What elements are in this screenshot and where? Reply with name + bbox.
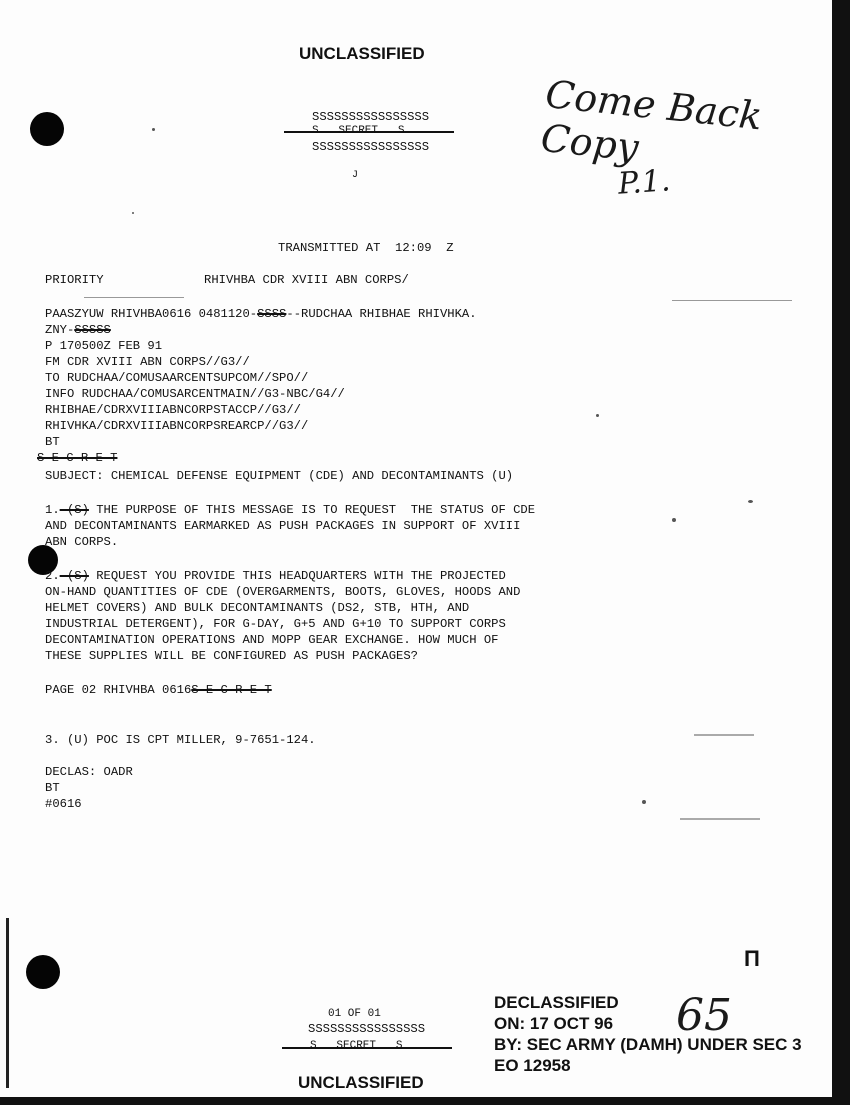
dtg-line: P 170500Z FEB 91 xyxy=(45,339,163,353)
scan-speck xyxy=(596,414,599,417)
footer-line2: S SECRET S xyxy=(310,1040,403,1052)
handwritten-number: 65 xyxy=(676,990,732,1041)
para2-number: 2. xyxy=(45,569,60,583)
scan-edge-left xyxy=(6,918,9,1088)
para3-line: 3. (U) POC IS CPT MILLER, 9-7651-124. xyxy=(45,733,316,747)
declassified-date: ON: 17 OCT 96 xyxy=(494,1014,614,1033)
para2-line1 xyxy=(45,568,506,584)
bt-line-2: BT xyxy=(45,781,60,795)
para2-line4: INDUSTRIAL DETERGENT), FOR G-DAY, G+5 AND G+10 TO SUPPORT CORPS xyxy=(45,617,506,631)
para1-line2: AND DECONTAMINANTS EARMARKED AS PUSH PACKAGES IN SUPPORT OF XVIII xyxy=(45,519,521,533)
transmitted-time: 12:09 Z xyxy=(395,241,454,255)
bt-line-1: BT xyxy=(45,435,60,449)
declassified-eo: EO 12958 xyxy=(494,1056,571,1075)
para1-line3: ABN CORPS. xyxy=(45,535,119,549)
scan-noise-band xyxy=(694,734,754,736)
punch-hole-top xyxy=(30,112,64,146)
priority-label: PRIORITY xyxy=(45,273,104,287)
scan-speck xyxy=(152,128,155,131)
para2-line6: THESE SUPPLIES WILL BE CONFIGURED AS PUSH PACKAGES? xyxy=(45,649,418,663)
banner-top-line2: S SECRET S xyxy=(312,125,405,137)
handwritten-page-mark: P.1. xyxy=(616,163,672,202)
routing-prefix: PAASZYUW RHIVHBA0616 0481120- xyxy=(45,307,258,321)
page-line-prefix: PAGE 02 RHIVHBA 0616 xyxy=(45,683,192,697)
transmitted-label: TRANSMITTED AT xyxy=(278,241,381,255)
footer-pages: 01 OF 01 xyxy=(328,1008,381,1020)
address-line-1: RHIBHAE/CDRXVIIIABNCORPSTACCP//G3// xyxy=(45,403,301,417)
footer-classification: UNCLASSIFIED xyxy=(298,1073,424,1092)
handwritten-note: Come Back Copy xyxy=(538,72,765,170)
para1-number: 1. xyxy=(45,503,60,517)
page-line xyxy=(45,682,272,698)
zny-line xyxy=(45,322,111,338)
footer-line1: SSSSSSSSSSSSSSSS xyxy=(308,1022,426,1036)
para2-marking-struck: -(S) xyxy=(59,569,89,583)
serial-line: #0616 xyxy=(45,797,82,811)
message-routing-line xyxy=(45,306,477,322)
para2-line2: ON-HAND QUANTITIES OF CDE (OVERGARMENTS, BOOTS, GLOVES, HOODS AND xyxy=(45,585,521,599)
declas-line: DECLAS: OADR xyxy=(45,765,133,779)
subject-line: SUBJECT: CHEMICAL DEFENSE EQUIPMENT (CDE) AND DECONTAMINANTS (U) xyxy=(45,469,514,483)
scan-noise-band xyxy=(84,297,184,298)
priority-routing: RHIVHBA CDR XVIII ABN CORPS/ xyxy=(204,273,409,287)
transmitted-line xyxy=(278,240,454,256)
para1-text-1: THE PURPOSE OF THIS MESSAGE IS TO REQUEST THE STATUS OF CDE xyxy=(88,503,536,517)
address-line-2: RHIVHKA/CDRXVIIIABNCORPSREARCP//G3// xyxy=(45,419,309,433)
para2-text-1: REQUEST YOU PROVIDE THIS HEADQUARTERS WITH THE PROJECTED xyxy=(88,569,506,583)
para2-line3: HELMET COVERS) AND BULK DECONTAMINANTS (DS2, STB, HTH, AND xyxy=(45,601,470,615)
declassified-authority: BY: SEC ARMY (DAMH) UNDER SEC 3 xyxy=(494,1035,802,1054)
header-classification: UNCLASSIFIED xyxy=(299,44,425,63)
page-line-struck: S E C R E T xyxy=(191,683,272,697)
punch-hole-bottom xyxy=(26,955,60,989)
para1-marking-struck: -(S) xyxy=(59,503,89,517)
routing-suffix: --RUDCHAA RHIBHAE RHIVHKA. xyxy=(286,307,477,321)
from-line: FM CDR XVIII ABN CORPS//G3// xyxy=(45,355,250,369)
stamp-mark: Π xyxy=(744,946,760,971)
scan-noise-band xyxy=(680,818,760,820)
para1-line1 xyxy=(45,502,535,518)
to-line: TO RUDCHAA/COMUSAARCENTSUPCOM//SPO// xyxy=(45,371,309,385)
scan-speck xyxy=(672,518,676,522)
info-line: INFO RUDCHAA/COMUSARCENTMAIN//G3-NBC/G4// xyxy=(45,387,345,401)
para2-line5: DECONTAMINATION OPERATIONS AND MOPP GEAR EXCHANGE. HOW MUCH OF xyxy=(45,633,499,647)
zny-prefix: ZNY- xyxy=(45,323,75,337)
scan-speck xyxy=(642,800,646,804)
scan-mark: J xyxy=(352,170,359,181)
banner-top-line1: SSSSSSSSSSSSSSSS xyxy=(312,110,430,124)
zny-struck: SSSSS xyxy=(74,323,111,337)
declassified-title: DECLASSIFIED xyxy=(494,993,619,1012)
scan-noise-band xyxy=(672,300,792,301)
secret-struck-line: S E C R E T xyxy=(37,451,118,465)
scan-speck xyxy=(132,212,134,214)
scan-edge-bottom xyxy=(0,1097,850,1105)
scan-speck xyxy=(748,500,753,503)
declassified-stamp xyxy=(494,992,802,1076)
banner-top-line3: SSSSSSSSSSSSSSSS xyxy=(312,140,430,154)
routing-struck: SSSS xyxy=(257,307,287,321)
